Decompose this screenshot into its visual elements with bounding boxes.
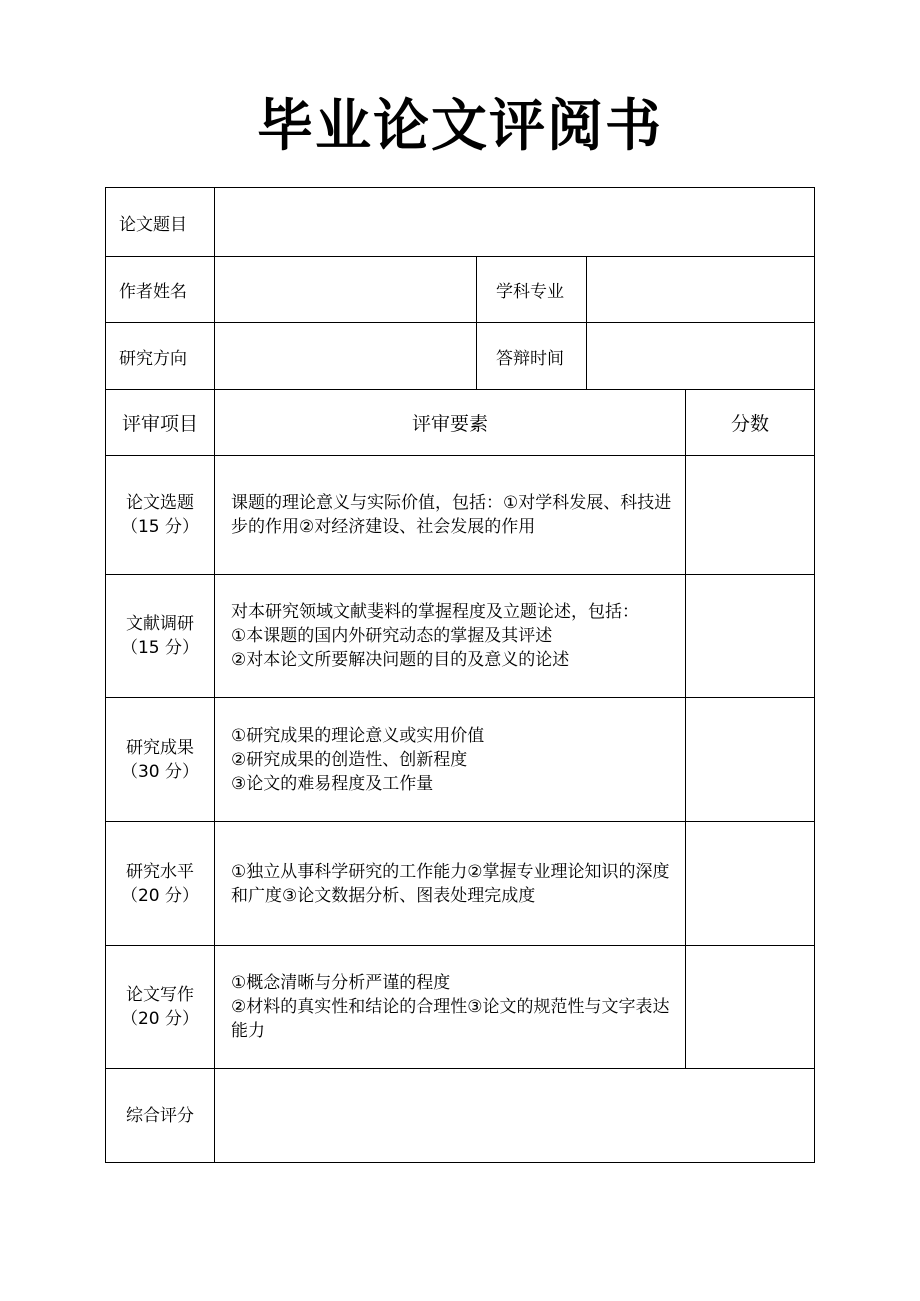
overall-score-label: 综合评分 <box>105 1068 215 1163</box>
review-item-cell <box>105 821 215 946</box>
defense-time-label: 答辩时间 <box>476 322 587 390</box>
criteria-line: ②材料的真实性和结论的合理性③论文的规范性与文字表达能力 <box>231 997 670 1041</box>
research-direction-field[interactable] <box>214 322 477 390</box>
header-review-criteria: 评审要素 <box>214 389 686 456</box>
criteria-line: ①本课题的国内外研究动态的掌握及其评述 <box>231 626 553 646</box>
criteria-line: ①研究成果的理论意义或实用价值 <box>231 725 485 746</box>
score-field[interactable] <box>685 697 815 822</box>
score-field[interactable] <box>685 574 815 698</box>
criteria-line: 对本研究领域文献斐料的掌握程度及立题论述，包括： <box>231 602 639 622</box>
author-name-field[interactable] <box>214 256 477 323</box>
page-title: 毕业论文评阅书 <box>257 94 663 159</box>
criteria-line: ②研究成果的创造性、创新程度 <box>231 749 468 770</box>
criteria-cell <box>214 821 686 946</box>
major-label: 学科专业 <box>476 256 587 323</box>
thesis-title-field[interactable] <box>214 187 815 257</box>
review-item-cell <box>105 574 215 698</box>
review-item-label: 文献调研（15 分） <box>120 614 200 658</box>
score-field[interactable] <box>685 821 815 946</box>
criteria-line: 课题的理论意义与实际价值，包括：①对学科发展、科技进步的作用②对经济建设、社会发展的作用 <box>231 493 672 537</box>
review-item-cell <box>105 945 215 1069</box>
criteria-line: ①独立从事科学研究的工作能力②掌握专业理论知识的深度和广度③论文数据分析、图表处理完成度 <box>231 861 670 906</box>
research-direction-label: 研究方向 <box>105 322 215 390</box>
score-field[interactable] <box>685 945 815 1069</box>
author-name-label: 作者姓名 <box>105 256 215 323</box>
criteria-cell <box>214 697 686 822</box>
criteria-line: ①概念清晰与分析严谨的程度 <box>231 973 451 993</box>
overall-score-field[interactable] <box>214 1068 815 1163</box>
review-item-cell <box>105 455 215 575</box>
thesis-title-label: 论文题目 <box>105 187 215 257</box>
review-item-cell <box>105 697 215 822</box>
criteria-cell <box>214 945 686 1069</box>
defense-time-field[interactable] <box>586 322 815 390</box>
criteria-line: ③论文的难易程度及工作量 <box>231 773 434 794</box>
criteria-cell <box>214 574 686 698</box>
header-score: 分数 <box>685 389 815 456</box>
review-item-label: 论文选题（15 分） <box>120 493 200 537</box>
criteria-cell <box>214 455 686 575</box>
header-review-item: 评审项目 <box>105 389 215 456</box>
review-item-label: 研究水平（20 分） <box>120 861 200 906</box>
major-field[interactable] <box>586 256 815 323</box>
criteria-line: ②对本论文所要解决问题的目的及意义的论述 <box>231 650 570 670</box>
review-item-label: 论文写作（20 分） <box>120 985 200 1029</box>
score-field[interactable] <box>685 455 815 575</box>
review-item-label: 研究成果（30 分） <box>120 737 200 782</box>
